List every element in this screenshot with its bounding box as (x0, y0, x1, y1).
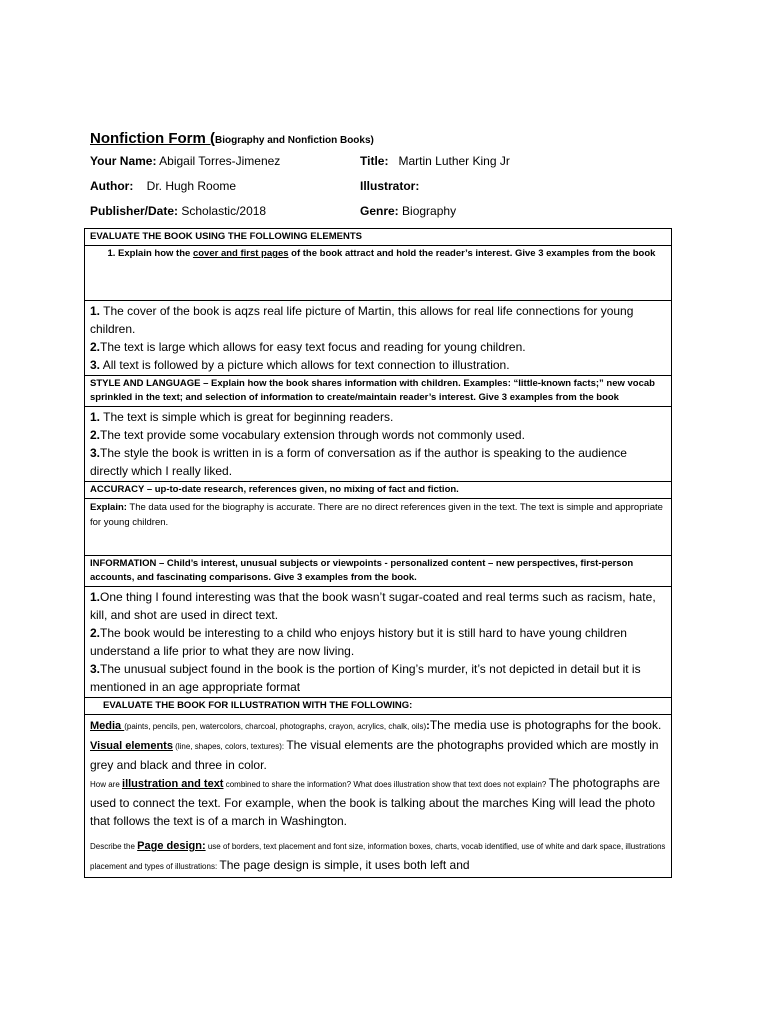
cover-answer-2-text: The text is large which allows for easy text focus and reading for young children. (100, 340, 526, 354)
media-row (90, 716, 666, 736)
information-answers (85, 587, 672, 698)
visual-row (90, 736, 666, 774)
information-answer-2-num: 2. (90, 626, 101, 640)
header-fields (90, 149, 672, 224)
design-label: Page design: (137, 840, 206, 852)
illustration-details (85, 715, 672, 878)
media-answer: The media use is photographs for the book. (429, 718, 662, 732)
cover-question (85, 246, 672, 301)
media-label: Media (90, 720, 125, 732)
cover-answer-3 (90, 356, 666, 374)
style-answer-1 (90, 408, 666, 426)
howare-label: illustration and text (122, 778, 224, 790)
name-label: Your Name: (90, 154, 157, 168)
accuracy-explain (85, 499, 672, 556)
design-hint-1: Describe the (90, 842, 138, 851)
cover-answer-3-num: 3. (90, 358, 101, 372)
title-field (360, 149, 678, 174)
design-row (90, 836, 666, 876)
howare-answer: The photographs are used to connect the text. For example, when the book is talking about the marches King will lead the photo that follows the text is of a march in Washington. (90, 776, 660, 828)
author-label: Author: (90, 179, 134, 193)
design-hint-2: use of borders, text placement and font size, information boxes, charts, vocab identified, use of white and dark space, illustrations placement and types of illustrations: (90, 842, 666, 871)
style-language-answers (85, 407, 672, 482)
style-answer-3 (90, 444, 666, 480)
accuracy-explain-label: Explain: (90, 502, 127, 513)
illustrator-field (360, 174, 678, 199)
information-answer-2 (90, 624, 666, 660)
information-prompt: INFORMATION – Child’s interest, unusual subjects or viewpoints - personalized content – new perspectives, first-person accounts, and fascinating comparisons. Give 3 examples from the book. (85, 556, 672, 587)
genre-label: Genre: (360, 204, 399, 218)
cover-question-prefix: Explain how the (118, 248, 193, 259)
title-label: Title: (360, 154, 389, 168)
form-title (90, 130, 672, 147)
cover-answers (85, 301, 672, 376)
visual-label: Visual elements (90, 740, 173, 752)
howare-hint-1: How are (90, 780, 123, 789)
design-answer: The page design is simple, it uses both left and (219, 858, 470, 872)
media-hint: (paints, pencils, pen, watercolors, charcoal, photographs, crayon, acrylics, chalk, oils) (124, 722, 427, 731)
cover-answer-1-num: 1. (90, 304, 101, 318)
style-answer-2 (90, 426, 666, 444)
cover-question-underlined: cover and first pages (192, 248, 289, 259)
information-answer-3 (90, 660, 666, 696)
howare-row (90, 774, 666, 830)
publisher-label: Publisher/Date: (90, 204, 179, 218)
genre-field (360, 199, 678, 224)
genre-value: Biography (402, 204, 457, 218)
style-answer-1-text: The text is simple which is great for beginning readers. (100, 410, 394, 424)
information-answer-1-text: One thing I found interesting was that the book wasn’t sugar-coated and real terms such as racism, hate, kill, and shot are used in direct text. (90, 590, 656, 622)
title-value: Martin Luther King Jr (398, 154, 510, 168)
publisher-value: Scholastic/2018 (181, 204, 267, 218)
visual-hint: (line, shapes, colors, textures): (172, 742, 287, 751)
media-colon: : (426, 720, 430, 732)
form-title-subtitle: Biography and Nonfiction Books) (214, 135, 374, 146)
style-answer-1-num: 1. (90, 410, 101, 424)
style-answer-3-text: The style the book is written in is a form of conversation as if the author is speaking to the audience directly which I really liked. (90, 446, 627, 478)
publisher-field (90, 199, 360, 224)
cover-answer-3-text: All text is followed by a picture which allows for text connection to illustration. (100, 358, 510, 372)
author-field (90, 174, 360, 199)
media-prompt (90, 722, 430, 731)
evaluation-table (84, 228, 672, 878)
style-answer-2-num: 2. (90, 428, 101, 442)
howare-hint-2: combined to share the information? What does illustration show that text does not explain? (223, 780, 549, 789)
visual-prompt (90, 742, 286, 751)
information-answer-2-text: The book would be interesting to a child who enjoys history but it is still hard to have young children understand a life prior to what they are now living. (90, 626, 627, 658)
information-answer-1-num: 1. (90, 590, 101, 604)
nonfiction-form (84, 130, 672, 878)
cover-question-item (118, 247, 666, 261)
style-answer-2-text: The text provide some vocabulary extension through words not commonly used. (100, 428, 525, 442)
accuracy-explain-text: The data used for the biography is accurate. There are no direct references given in the text. The text is simple and appropriate for young children. (90, 502, 663, 528)
section-heading-elements: EVALUATE THE BOOK USING THE FOLLOWING ELEMENTS (85, 229, 672, 246)
name-value: Abigail Torres-Jimenez (159, 154, 281, 168)
cover-answer-1-text: The cover of the book is aqzs real life picture of Martin, this allows for real life connections for young children. (90, 304, 634, 336)
cover-answer-2 (90, 338, 666, 356)
form-title-main: Nonfiction Form ( (90, 130, 215, 147)
cover-question-suffix: of the book attract and hold the reader’s interest. Give 3 examples from the book (288, 248, 656, 259)
illustrator-label: Illustrator: (360, 179, 420, 193)
information-answer-3-text: The unusual subject found in the book is the portion of King’s murder, it’s not depicted in detail but it is mentioned in an age appropriate format (90, 662, 641, 694)
illustration-heading: EVALUATE THE BOOK FOR ILLUSTRATION WITH THE FOLLOWING: (85, 698, 672, 715)
information-answer-3-num: 3. (90, 662, 101, 676)
information-answer-1 (90, 588, 666, 624)
author-value: Dr. Hugh Roome (146, 179, 237, 193)
visual-answer: The visual elements are the photographs provided which are mostly in grey and black and three in color. (90, 738, 659, 772)
style-answer-3-num: 3. (90, 446, 101, 460)
name-field (90, 149, 360, 174)
howare-prompt (90, 780, 549, 789)
style-language-prompt: STYLE AND LANGUAGE – Explain how the book shares information with children. Examples: “little-known facts;” new vocab sprinkled in the text; and selection of information to create/maintain reader’s interest. Give 3 examples from the book (85, 376, 672, 407)
cover-answer-2-num: 2. (90, 340, 101, 354)
accuracy-prompt: ACCURACY – up-to-date research, references given, no mixing of fact and fiction. (85, 482, 672, 499)
cover-answer-1 (90, 302, 666, 338)
